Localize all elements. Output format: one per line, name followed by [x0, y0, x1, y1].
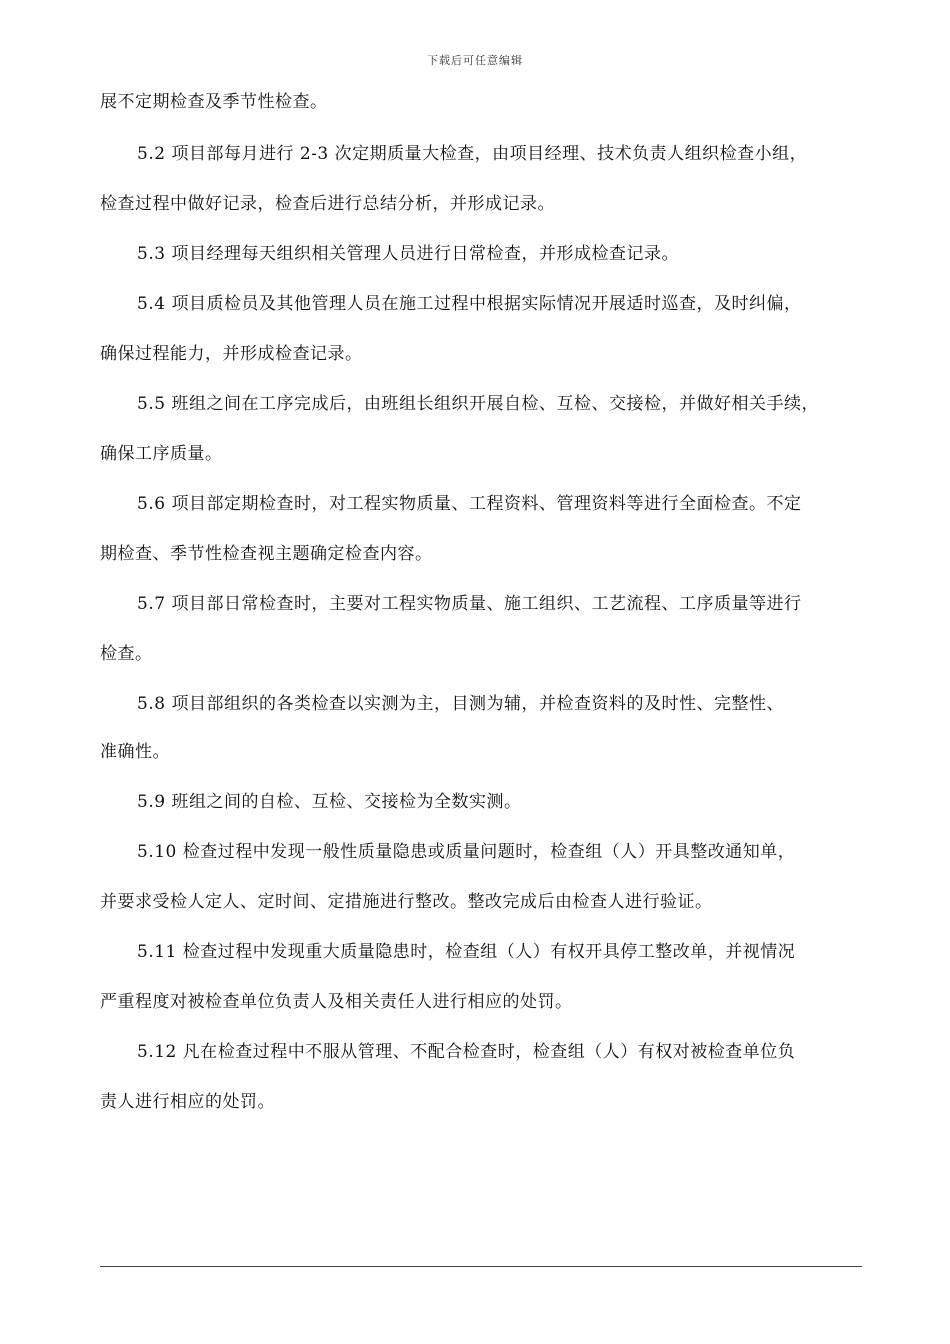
paragraph-5-11-line-2: 严重程度对被检查单位负责人及相关责任人进行相应的处罚。 — [100, 992, 573, 1012]
paragraph-5-10-line-1: 5.10 检查过程中发现一般性质量隐患或质量问题时，检查组（人）开具整改通知单， — [137, 842, 796, 862]
paragraph-5-12-line-2: 责人进行相应的处罚。 — [100, 1092, 275, 1112]
paragraph-5-6-line-1: 5.6 项目部定期检查时，对工程实物质量、工程资料、管理资料等进行全面检查。不定 — [137, 494, 802, 514]
footer-divider — [100, 1266, 862, 1267]
paragraph-5-5-line-2: 确保工序质量。 — [100, 444, 223, 464]
paragraph-5-12-line-1: 5.12 凡在检查过程中不服从管理、不配合检查时，检查组（人）有权对被检查单位负 — [137, 1042, 796, 1062]
paragraph-5-5-line-1: 5.5 班组之间在工序完成后，由班组长组织开展自检、互检、交接检，并做好相关手续， — [137, 394, 819, 414]
paragraph-5-3-line-1: 5.3 项目经理每天组织相关管理人员进行日常检查，并形成检查记录。 — [137, 244, 679, 264]
paragraph-5-8-line-1: 5.8 项目部组织的各类检查以实测为主，目测为辅，并检查资料的及时性、完整性、 — [137, 694, 784, 714]
paragraph-0-line-1: 展不定期检查及季节性检查。 — [100, 92, 328, 112]
paragraph-5-9-line-1: 5.9 班组之间的自检、互检、交接检为全数实测。 — [137, 792, 522, 812]
paragraph-5-2-line-1: 5.2 项目部每月进行 2-3 次定期质量大检查，由项目经理、技术负责人组织检查小组， — [137, 144, 808, 164]
paragraph-5-6-line-2: 期检查、季节性检查视主题确定检查内容。 — [100, 544, 433, 564]
paragraph-5-4-line-2: 确保过程能力，并形成检查记录。 — [100, 344, 363, 364]
paragraph-5-4-line-1: 5.4 项目质检员及其他管理人员在施工过程中根据实际情况开展适时巡查，及时纠偏， — [137, 294, 802, 314]
paragraph-5-7-line-1: 5.7 项目部日常检查时，主要对工程实物质量、施工组织、工艺流程、工序质量等进行 — [137, 594, 802, 614]
paragraph-5-10-line-2: 并要求受检人定人、定时间、定措施进行整改。整改完成后由检查人进行验证。 — [100, 892, 713, 912]
paragraph-5-11-line-1: 5.11 检查过程中发现重大质量隐患时，检查组（人）有权开具停工整改单，并视情况 — [137, 942, 796, 962]
page-header: 下载后可任意编辑 — [427, 54, 523, 67]
paragraph-5-7-line-2: 检查。 — [100, 644, 153, 664]
paragraph-5-8-line-2: 准确性。 — [100, 742, 170, 762]
paragraph-5-2-line-2: 检查过程中做好记录，检查后进行总结分析，并形成记录。 — [100, 194, 555, 214]
